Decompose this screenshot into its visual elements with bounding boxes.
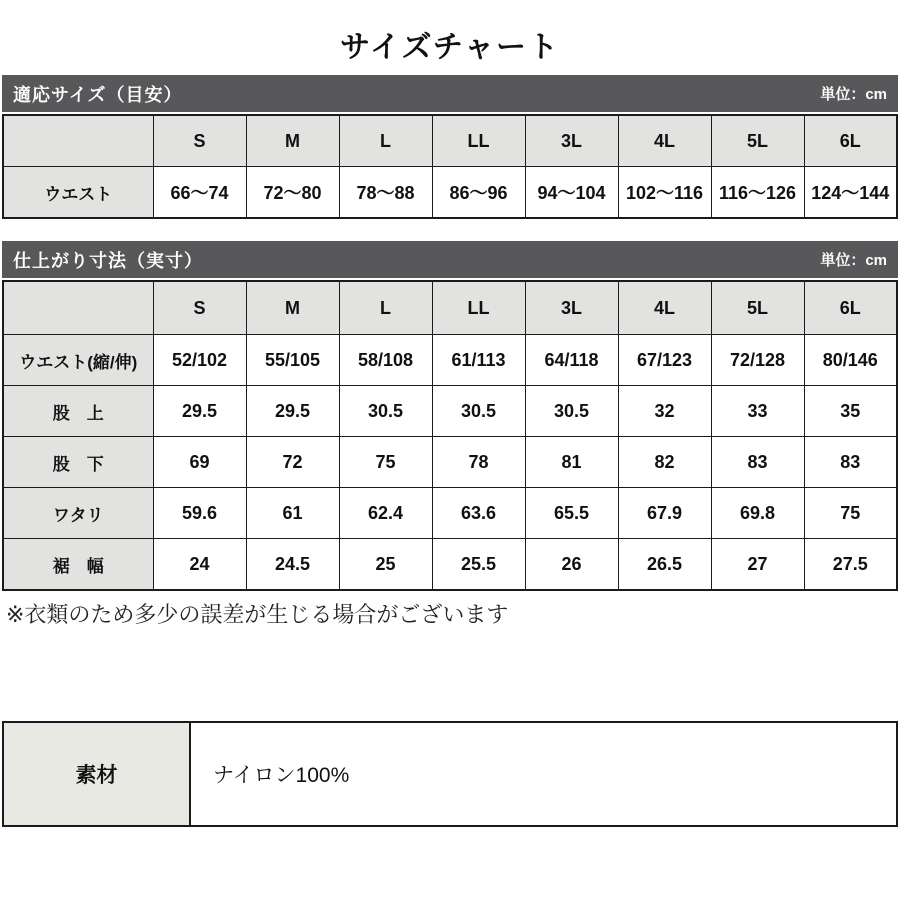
size-value-cell: 116〜126	[711, 167, 804, 219]
size-value-cell: 82	[618, 437, 711, 488]
size-value-cell: 30.5	[525, 386, 618, 437]
finished-size-table	[2, 280, 898, 591]
size-value-cell: 58/108	[339, 335, 432, 386]
size-value-cell: 80/146	[804, 335, 897, 386]
size-header-row	[3, 281, 897, 335]
size-value-cell: 72/128	[711, 335, 804, 386]
size-value-cell: 52/102	[153, 335, 246, 386]
size-value-cell: 27.5	[804, 539, 897, 591]
material-table	[2, 721, 898, 827]
size-column-header: 5L	[711, 281, 804, 335]
size-value-cell: 75	[339, 437, 432, 488]
size-column-header: 3L	[525, 281, 618, 335]
size-column-header: S	[153, 115, 246, 167]
table-row	[3, 335, 897, 386]
size-value-cell: 26.5	[618, 539, 711, 591]
size-column-header: 4L	[618, 115, 711, 167]
size-column-header: LL	[432, 281, 525, 335]
size-value-cell: 24.5	[246, 539, 339, 591]
size-value-cell: 78	[432, 437, 525, 488]
size-value-cell: 32	[618, 386, 711, 437]
size-value-cell: 61	[246, 488, 339, 539]
size-value-cell: 67.9	[618, 488, 711, 539]
fit-size-header-band	[2, 75, 898, 112]
size-value-cell: 29.5	[246, 386, 339, 437]
size-column-header: 3L	[525, 115, 618, 167]
page-title: サイズチャート	[339, 31, 561, 64]
corner-cell	[3, 115, 153, 167]
fit-size-heading: 適応サイズ（目安）	[13, 84, 183, 105]
size-value-cell: 102〜116	[618, 167, 711, 219]
size-value-cell: 30.5	[432, 386, 525, 437]
size-value-cell: 86〜96	[432, 167, 525, 219]
size-value-cell: 94〜104	[525, 167, 618, 219]
size-value-cell: 27	[711, 539, 804, 591]
size-value-cell: 29.5	[153, 386, 246, 437]
size-value-cell: 124〜144	[804, 167, 897, 219]
disclaimer-note: ※衣類のため多少の誤差が生じる場合がございます	[6, 602, 509, 627]
row-label: ウエスト	[3, 167, 153, 219]
table-row	[3, 386, 897, 437]
size-value-cell: 26	[525, 539, 618, 591]
material-row	[3, 722, 897, 826]
size-value-cell: 69.8	[711, 488, 804, 539]
size-value-cell: 81	[525, 437, 618, 488]
fit-size-section	[0, 75, 900, 219]
table-row	[3, 488, 897, 539]
size-column-header: 4L	[618, 281, 711, 335]
size-value-cell: 83	[804, 437, 897, 488]
size-value-cell: 72	[246, 437, 339, 488]
size-column-header: 6L	[804, 115, 897, 167]
size-column-header: L	[339, 115, 432, 167]
size-value-cell: 64/118	[525, 335, 618, 386]
finished-size-header-band	[2, 241, 898, 278]
size-value-cell: 59.6	[153, 488, 246, 539]
corner-cell	[3, 281, 153, 335]
table-row	[3, 539, 897, 591]
size-value-cell: 72〜80	[246, 167, 339, 219]
finished-size-heading: 仕上がり寸法（実寸）	[13, 250, 203, 271]
table-row	[3, 167, 897, 219]
size-value-cell: 69	[153, 437, 246, 488]
table-row	[3, 437, 897, 488]
fit-size-unit-label: 単位：cm	[820, 86, 887, 103]
size-value-cell: 25	[339, 539, 432, 591]
size-column-header: M	[246, 281, 339, 335]
size-value-cell: 65.5	[525, 488, 618, 539]
size-value-cell: 25.5	[432, 539, 525, 591]
size-value-cell: 75	[804, 488, 897, 539]
size-column-header: 5L	[711, 115, 804, 167]
size-value-cell: 63.6	[432, 488, 525, 539]
size-column-header: LL	[432, 115, 525, 167]
size-value-cell: 67/123	[618, 335, 711, 386]
size-value-cell: 66〜74	[153, 167, 246, 219]
size-column-header: M	[246, 115, 339, 167]
size-value-cell: 62.4	[339, 488, 432, 539]
size-value-cell: 33	[711, 386, 804, 437]
size-value-cell: 61/113	[432, 335, 525, 386]
row-label: 裾 幅	[3, 539, 153, 591]
size-value-cell: 35	[804, 386, 897, 437]
material-value: ナイロン100%	[190, 722, 897, 826]
size-value-cell: 83	[711, 437, 804, 488]
finished-size-section	[0, 241, 900, 591]
fit-size-table	[2, 114, 898, 219]
row-label: 股 下	[3, 437, 153, 488]
size-column-header: S	[153, 281, 246, 335]
row-label: ワタリ	[3, 488, 153, 539]
size-value-cell: 55/105	[246, 335, 339, 386]
finished-size-unit-label: 単位：cm	[820, 252, 887, 269]
size-header-row	[3, 115, 897, 167]
size-value-cell: 30.5	[339, 386, 432, 437]
row-label: ウエスト(縮/伸)	[3, 335, 153, 386]
size-value-cell: 24	[153, 539, 246, 591]
size-value-cell: 78〜88	[339, 167, 432, 219]
size-column-header: L	[339, 281, 432, 335]
row-label: 股 上	[3, 386, 153, 437]
material-label: 素材	[3, 722, 190, 826]
size-column-header: 6L	[804, 281, 897, 335]
